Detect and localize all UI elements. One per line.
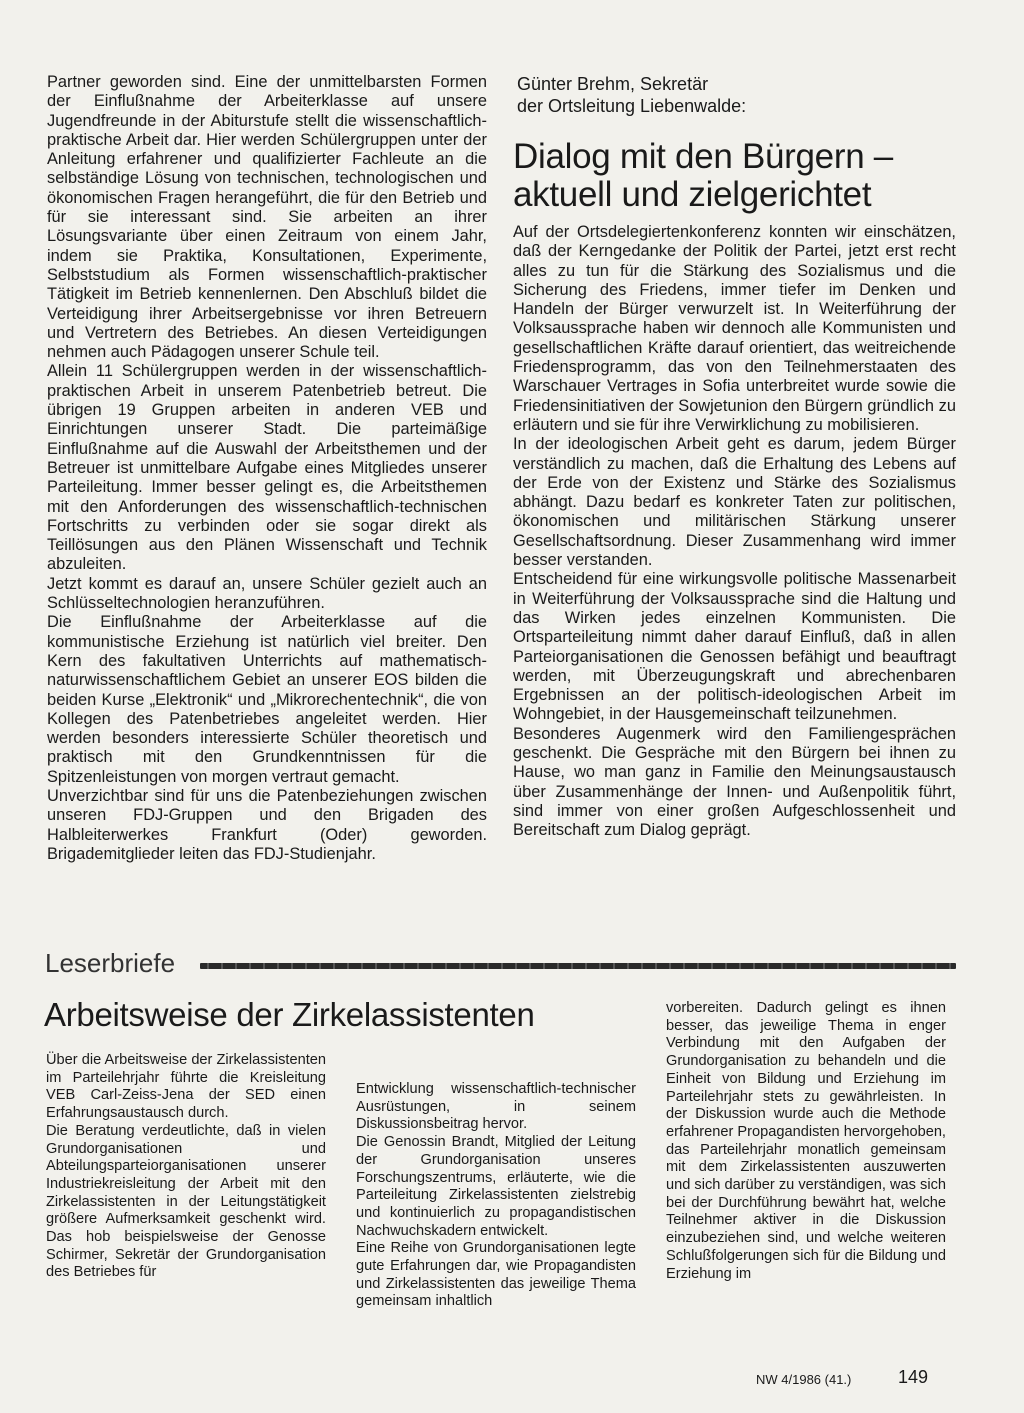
issue-reference: NW 4/1986 (41.) — [756, 1372, 852, 1387]
paragraph: Auf der Ortsdelegiertenkonferenz konnten wir einschätzen, daß der Kerngedanke der Politik der Partei, jetzt erst recht alles zu tun für die Stärkung des Sozialismus und die Sicherung des Friedens, immer tiefer im Denken und Handeln der Bürger verwurzelt ist. In Weiterführung der Volksaussprache haben wir dennoch alle Kommunisten und gesellschaftlichen Kräfte darauf orientiert, das weitreichende Friedensprogramm, das von den Teilnehmerstaaten des Warschauer Vertrages in Sofia unterbreitet wurde sowie die Friedensinitiativen der Sowjetunion den Bürgern gründlich zu erläutern und sie für ihre Verwirklichung zu mobilisieren. — [513, 223, 956, 434]
paragraph: Besonderes Augenmerk wird den Familiengesprächen geschenkt. Die Gespräche mit den Bürgern bei ihnen zu Hause, wo man ganz in Familie den Meinungsaustausch über Zusammenhänge der Innen- und Außenpolitik führt, sind immer von einer großen Aufgeschlossenheit und Bereitschaft zum Dialog geprägt. — [513, 724, 956, 840]
paragraph: Entscheidend für eine wirkungsvolle politische Massenarbeit in Weiterführung der Volksaussprache sind die Haltung und das Wirken jedes einzelnen Kommunisten. Die Ortsparteileitung nimmt daher darauf Einfluß, daß in allen Parteiorganisationen die Genossen befähigt und beauftragt werden, mit Überzeugungskraft und abrechenbaren Ergebnissen an der politisch-ideologischen Arbeit im Wohngebiet, in der Hausgemeinschaft teilzunehmen. — [513, 570, 956, 724]
left-column — [47, 73, 487, 864]
author-name-line: Günter Brehm, Sekretär — [517, 74, 709, 94]
paragraph: Entwicklung wissenschaftlich-technischer Ausrüstungen, in seinem Diskussionsbeitrag hervor. — [356, 1081, 636, 1133]
letter-column-2 — [356, 1081, 636, 1311]
paragraph: Partner geworden sind. Eine der unmittelbarsten Formen der Einflußnahme der Arbeiterklasse auf unsere Jugendfreunde in der Abiturstufe stellt die wissenschaftlich-praktische Arbeit dar. Hier werden Schülergruppen unter der Anleitung erfahrener und qualifizierter Fachleute an die selbständige Lösung von technischen, technologischen und ökonomischen Fragen herangeführt, die für den Betrieb und für sie interessant sind. Sie arbeiten an ihrer Lösungsvariante über einen Zeitraum von einem Jahr, indem sie Praktika, Konsultationen, Experimente, Selbststudium als Formen wissenschaftlich-praktischer Tätigkeit im Betrieb kennenlernen. Den Abschluß bildet die Verteidigung ihrer Arbeitsergebnisse vor ihren Betreuern und Vertretern des Betriebes. An diesen Verteidigungen nehmen auch Pädagogen unserer Schule teil. — [47, 73, 487, 362]
right-column — [513, 223, 956, 841]
page-number: 149 — [898, 1367, 929, 1387]
paragraph: Eine Reihe von Grundorganisationen legte gute Erfahrungen dar, wie Propagandisten und Zirkelassistenten das jeweilige Thema gemeinsam inhaltlich — [356, 1240, 636, 1310]
letter-headline: Arbeitsweise der Zirkelassistenten — [44, 996, 535, 1033]
paragraph: vorbereiten. Dadurch gelingt es ihnen besser, das jeweilige Thema in enger Verbindung mit den Aufgaben der Grundorganisation zu behandeln und die Einheit von Bildung und Erziehung im Parteilehrjahr stets zu gewährleisten. In der Diskussion wurde auch die Methode erfahrener Propagandisten hervorgehoben, das Parteilehrjahr monatlich gemeinsam mit dem Zirkelassistenten auszuwerten und sich darüber zu verständigen, was sich bei der Durchführung bewährt hat, welche Teilnehmer aktiver in die Diskussion einzubeziehen sind, und welche weiteren Schlußfolgerungen sich für die Bildung und Erziehung im — [666, 1000, 946, 1282]
letter-column-3 — [666, 1000, 946, 1283]
paragraph: Die Genossin Brandt, Mitglied der Leitung der Grundorganisation unseres Forschungszentrums, erläuterte, wie die Parteileitung Zirkelassistenten zielstrebig und kontinuierlich zu propagandistischen Nachwuchskadern entwickelt. — [356, 1134, 636, 1239]
paragraph: Die Einflußnahme der Arbeiterklasse auf die kommunistische Erziehung ist natürlich viel breiter. Den Kern des fakultativen Unterrichts auf mathematisch-naturwissenschaftlichem Gebiet an unserer EOS bilden die beiden Kurse „Elektronik“ und „Mikrorechentechnik“, die von Kollegen des Patenbetriebes angeleitet werden. Hier werden besonders interessierte Schüler theoretisch und praktisch mit den Grundkenntnissen für die Spitzenleistungen von morgen vertraut gemacht. — [47, 613, 487, 786]
letter-column-1 — [46, 1052, 326, 1282]
article-author — [517, 73, 967, 117]
paragraph: Die Beratung verdeutlichte, daß in vielen Grundorganisationen und Abteilungsparteiorganisationen unserer Industriekreisleitung der Arbeit mit den Zirkelassistenten in der Leitungstätigkeit größere Aufmerksamkeit geschenkt wird. Das hob beispielsweise der Genosse Schirmer, Sekretär der Grundorganisation des Betriebes für — [46, 1122, 326, 1281]
article-headline — [513, 138, 973, 214]
author-role-line: der Ortsleitung Liebenwalde: — [517, 96, 747, 116]
section-header — [45, 948, 956, 980]
paragraph: Jetzt kommt es darauf an, unsere Schüler gezielt auch an Schlüsseltechnologien heranzuführen. — [47, 574, 487, 613]
paragraph: Unverzichtbar sind für uns die Patenbeziehungen zwischen unseren FDJ-Gruppen und den Brigaden des Halbleiterwerkes Frankfurt (Oder) geworden. Brigademitglieder leiten das FDJ-Studienjahr. — [47, 786, 487, 863]
paragraph: Über die Arbeitsweise der Zirkelassistenten im Parteilehrjahr führte die Kreisleitung VEB Carl-Zeiss-Jena der SED einen Erfahrungsaustausch durch. — [46, 1052, 326, 1122]
section-rule — [200, 963, 956, 969]
headline-line: aktuell und zielgerichtet — [513, 175, 872, 214]
section-label: Leserbriefe — [45, 948, 176, 978]
paragraph: In der ideologischen Arbeit geht es darum, jedem Bürger verständlich zu machen, daß die Erhaltung des Lebens auf der Erde von der Existenz und Stärke des Sozialismus abhängt. Dazu bedarf es konkreter Taten zur politischen, ökonomischen und militärischen Stärkung unserer Gesellschaftsordnung. Dieser Zusammenhang wird immer besser verstanden. — [513, 435, 956, 570]
paragraph: Allein 11 Schülergruppen werden in der wissenschaftlich-praktischen Arbeit in unserem Patenbetrieb betreut. Die übrigen 19 Gruppen arbeiten in anderen VEB und Einrichtungen unserer Stadt. Die parteimäßige Einflußnahme auf die Auswahl der Arbeitsthemen und der Betreuer ist unmittelbare Aufgabe eines Mitgliedes unserer Parteileitung. Immer besser gelingt es, die Arbeitsthemen mit den Anforderungen des wissenschaftlich-technischen Fortschritts zu verbinden oder sie sogar direkt als Teillösungen aus den Plänen Wissenschaft und Technik abzuleiten. — [47, 362, 487, 574]
headline-line: Dialog mit den Bürgern – — [513, 137, 893, 176]
